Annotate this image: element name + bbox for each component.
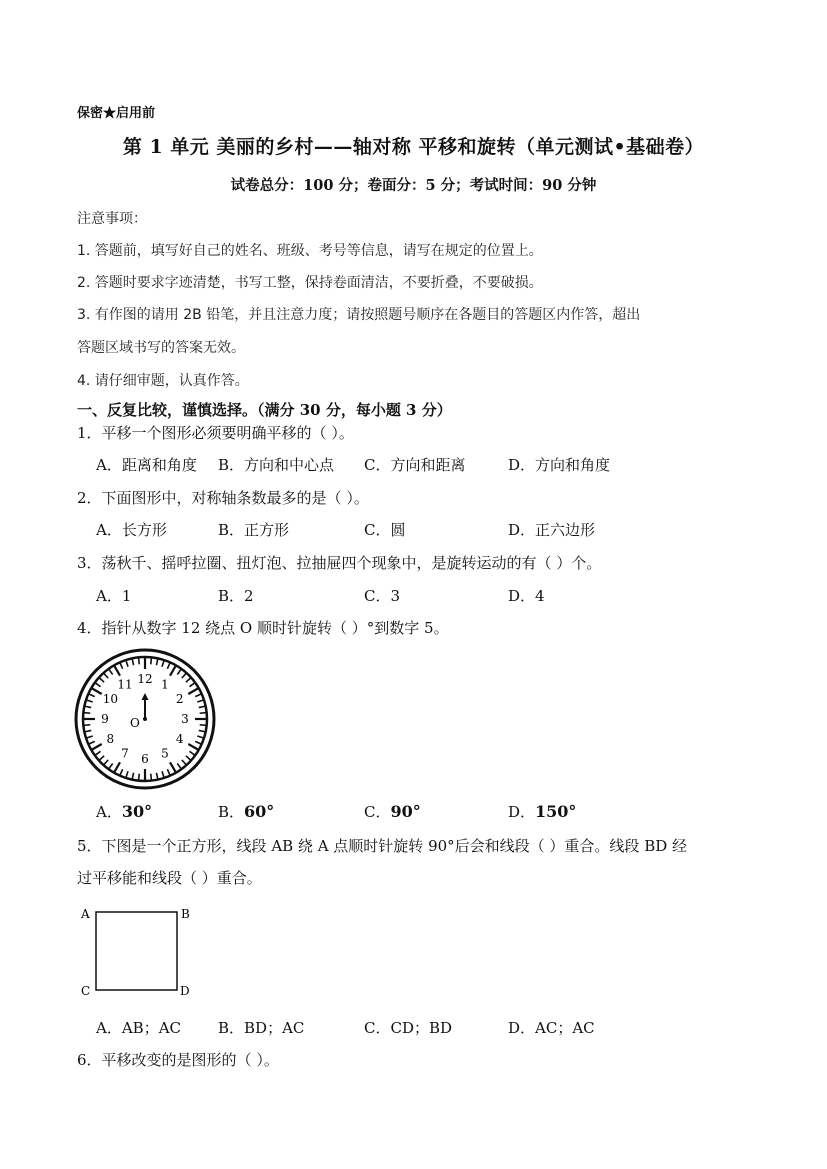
clock-minute-tick <box>189 683 195 687</box>
clock-minute-tick <box>86 736 93 738</box>
q2-option-d: D．正六边形 <box>508 521 596 539</box>
clock-hour-tick <box>91 688 101 694</box>
clock-number: 11 <box>117 677 133 692</box>
q5-option-a: A．AB；AC <box>96 1019 181 1037</box>
clock-minute-tick <box>99 678 104 683</box>
clock-minute-tick <box>139 657 140 664</box>
exam-info: 试卷总分：100 分；卷面分：5 分；考试时间：90 分钟 <box>230 177 597 194</box>
confidential-label: 保密★启用前 <box>77 106 156 121</box>
clock-minute-tick <box>132 658 133 665</box>
clock-number: 7 <box>121 746 129 761</box>
question-6: 6．平移改变的是图形的（ ）。 <box>77 1051 279 1069</box>
q3-option-a: A．1 <box>96 587 132 605</box>
question-5-line1: 5．下图是一个正方形，线段 AB 绕 A 点顺时针旋转 90°后会和线段（ ）重合。线段 BD 经 <box>77 837 688 855</box>
clock-number: 4 <box>175 732 184 746</box>
square-label-c: C <box>81 984 91 998</box>
clock-minute-tick <box>182 760 187 765</box>
clock-minute-tick <box>88 741 94 744</box>
q1-option-b: B．方向和中心点 <box>218 456 335 474</box>
q4-option-d: D．150° <box>508 802 577 821</box>
note-item: 3. 有作图的请用 2B 铅笔，并且注意力度；请按照题号顺序在各题目的答题区内作答，超出 <box>77 307 641 323</box>
note-item: 1. 答题前，填写好自己的姓名、班级、考号等信息，请写在规定的位置上。 <box>77 243 543 259</box>
clock-minute-tick <box>83 713 90 714</box>
clock-minute-tick <box>167 662 170 668</box>
clock-minute-tick <box>126 771 128 778</box>
clock-minute-tick <box>88 694 94 697</box>
question-4: 4．指针从数字 12 绕点 O 顺时针旋转（ ）°到数字 5。 <box>77 619 449 637</box>
clock-minute-tick <box>104 673 109 678</box>
clock-minute-tick <box>195 741 201 744</box>
clock-minute-tick <box>197 736 204 738</box>
clock-number: 6 <box>141 752 149 766</box>
q5-option-b: B．BD；AC <box>218 1019 305 1037</box>
clock-minute-tick <box>86 700 93 702</box>
notes-heading: 注意事项： <box>77 211 147 227</box>
clock-hour-tick <box>170 665 176 675</box>
clock-number: 8 <box>106 732 115 746</box>
q2-option-b: B．正方形 <box>218 521 290 539</box>
clock-minute-tick <box>177 763 181 769</box>
clock-minute-tick <box>199 706 206 707</box>
clock-minute-tick <box>182 673 187 678</box>
clock-minute-tick <box>199 730 206 731</box>
q4-option-c-value: 90° <box>390 802 421 821</box>
clock-number: 2 <box>175 692 184 706</box>
q5-option-d: D．AC；AC <box>508 1019 595 1037</box>
clock-hour-tick <box>114 665 120 675</box>
clock-hour-tick <box>170 762 176 772</box>
square-label-a: A <box>81 907 90 921</box>
clock-minute-tick <box>95 751 101 755</box>
clock-minute-tick <box>84 730 91 731</box>
clock-minute-tick <box>109 669 113 675</box>
q4-option-b: B．60° <box>218 802 275 821</box>
note-item: 答题区域书写的答案无效。 <box>77 340 245 356</box>
q3-option-c: C．3 <box>364 587 401 605</box>
section-heading: 一、反复比较，谨慎选择。（满分 30 分，每小题 3 分） <box>77 401 452 419</box>
clock-minute-tick <box>151 657 152 664</box>
q1-option-c: C．方向和距离 <box>364 456 466 474</box>
clock-minute-tick <box>156 658 157 665</box>
clock-minute-tick <box>83 725 90 726</box>
q3-option-b: B．2 <box>218 587 254 605</box>
question-1: 1．平移一个图形必须要明确平移的（ ）。 <box>77 424 354 442</box>
question-3: 3．荡秋千、摇呼拉圈、扭灯泡、拉抽屉四个现象中，是旋转运动的有（ ）个。 <box>77 554 602 572</box>
q5-option-c: C．CD；BD <box>364 1019 453 1037</box>
clock-minute-tick <box>167 769 170 775</box>
square-label-b: B <box>181 907 190 921</box>
clock-minute-tick <box>132 773 133 780</box>
clock-minute-tick <box>162 771 164 778</box>
q4-option-d-value: 150° <box>535 802 577 821</box>
clock-minute-tick <box>189 751 195 755</box>
question-5-line2: 过平移能和线段（ ）重合。 <box>77 869 262 887</box>
q4-option-a-value: 30° <box>121 802 153 821</box>
clock-minute-tick <box>156 773 157 780</box>
clock-number: 10 <box>102 692 118 706</box>
q4-option-a: A．30° <box>96 802 153 821</box>
q1-option-a: A．距离和角度 <box>96 456 197 474</box>
clock-center-label: O <box>130 716 140 730</box>
clock-figure <box>73 647 217 791</box>
clock-minute-tick <box>84 706 91 707</box>
clock-minute-tick <box>197 700 204 702</box>
q2-option-a: A．长方形 <box>96 521 167 539</box>
clock-hour-tick <box>188 688 198 694</box>
clock-minute-tick <box>200 713 207 714</box>
clock-number: 5 <box>161 746 169 761</box>
clock-minute-tick <box>200 725 207 726</box>
clock-minute-tick <box>104 760 109 765</box>
clock-minute-tick <box>139 774 140 781</box>
clock-hour-tick <box>188 744 198 750</box>
clock-minute-tick <box>195 694 201 697</box>
clock-minute-tick <box>120 769 123 775</box>
clock-number: 1 <box>161 677 169 692</box>
clock-minute-tick <box>120 662 123 668</box>
clock-minute-tick <box>186 756 191 761</box>
note-item: 2. 答题时要求字迹清楚，书写工整，保持卷面清洁，不要折叠，不要破损。 <box>77 275 543 291</box>
page-title: 第 1 单元 美丽的乡村——轴对称 平移和旋转（单元测试•基础卷） <box>122 136 705 158</box>
q2-option-c: C．圆 <box>364 521 406 539</box>
clock-minute-tick <box>177 669 181 675</box>
clock-number: 9 <box>101 712 109 726</box>
clock-number: 12 <box>137 672 153 686</box>
q4-option-c: C．90° <box>364 802 421 821</box>
q3-option-d: D．4 <box>508 587 545 605</box>
clock-minute-tick <box>186 678 191 683</box>
note-item: 4. 请仔细审题，认真作答。 <box>77 373 249 389</box>
clock-minute-tick <box>109 763 113 769</box>
q4-option-b-value: 60° <box>244 802 275 821</box>
clock-minute-tick <box>162 660 164 667</box>
clock-minute-tick <box>99 756 104 761</box>
clock-hour-tick <box>91 744 101 750</box>
clock-minute-tick <box>151 774 152 781</box>
square-figure <box>76 902 206 1002</box>
q1-option-d: D．方向和角度 <box>508 456 611 474</box>
question-2: 2．下面图形中，对称轴条数最多的是（ ）。 <box>77 489 369 507</box>
clock-hour-tick <box>114 762 120 772</box>
clock-minute-tick <box>126 660 128 667</box>
clock-minute-tick <box>95 683 101 687</box>
square-label-d: D <box>180 984 190 998</box>
clock-number: 3 <box>181 712 189 726</box>
